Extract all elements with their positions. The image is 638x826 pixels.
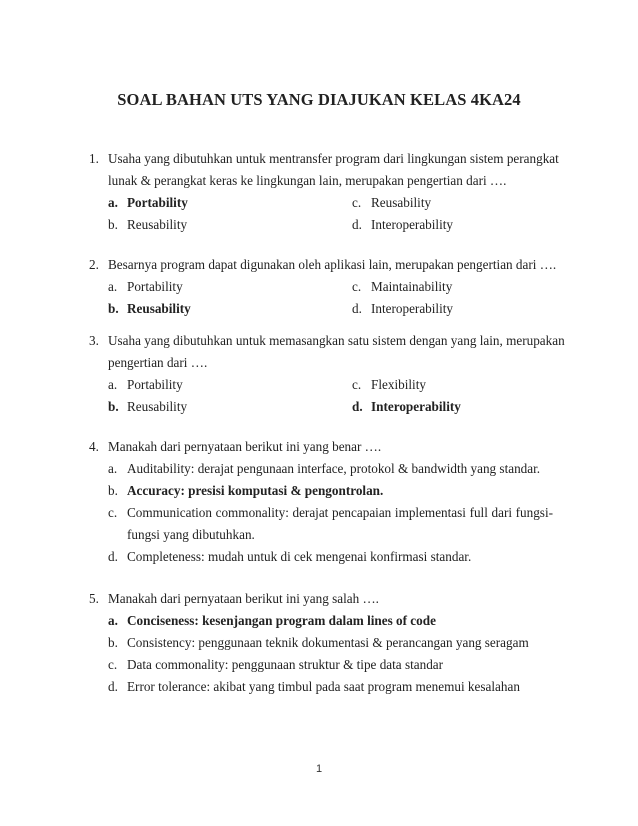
document-title: SOAL BAHAN UTS YANG DIAJUKAN KELAS 4KA24 bbox=[117, 90, 521, 109]
question-stem: Manakah dari pernyataan berikut ini yang benar …. bbox=[108, 439, 382, 454]
question-stem: pengertian dari …. bbox=[108, 355, 208, 370]
question-number: 4. bbox=[89, 439, 99, 454]
question-stem: Besarnya program dapat digunakan oleh aplikasi lain, merupakan pengertian dari …. bbox=[108, 257, 557, 272]
option-c: c. Flexibility bbox=[352, 377, 426, 392]
option-d: d. Interoperability bbox=[352, 301, 454, 316]
question-number: 5. bbox=[89, 591, 99, 606]
option-d: d. Interoperability bbox=[352, 399, 461, 414]
option-c: c. Maintainability bbox=[352, 279, 453, 294]
question-number: 1. bbox=[89, 151, 99, 166]
option-c: c. Reusability bbox=[352, 195, 432, 210]
question-number: 3. bbox=[89, 333, 99, 348]
question-stem: Manakah dari pernyataan berikut ini yang salah …. bbox=[108, 591, 379, 606]
option-d: d. Interoperability bbox=[352, 217, 454, 232]
question-stem: Usaha yang dibutuhkan untuk memasangkan satu sistem dengan yang lain, merupakan bbox=[108, 333, 565, 348]
question-stem: Usaha yang dibutuhkan untuk mentransfer program dari lingkungan sistem perangkat bbox=[108, 151, 559, 166]
option-b: b. Reusability bbox=[108, 301, 191, 316]
question-3 bbox=[89, 330, 565, 418]
option-a: a. Portability bbox=[108, 195, 188, 210]
question-stem: lunak & perangkat keras ke lingkungan lain, merupakan pengertian dari …. bbox=[108, 173, 507, 188]
question-4: 4. Manakah dari pernyataan berikut ini yang benar …. a. Auditability: derajat pengunaan interface, protokol & bandwidth yang standar. b. Accuracy: presisi komputasi & pengontrolan. c. Communication commonality: derajat pencapaian implementasi full dari fungsi- fungsi yang dibutuhkan. d. Completeness: mudah untuk di cek mengenai konfirmasi standar. bbox=[89, 436, 553, 568]
question-number: 2. bbox=[89, 257, 99, 272]
option-b: b. Reusability bbox=[108, 217, 188, 232]
option-a: a. Portability bbox=[108, 279, 183, 294]
question-2 bbox=[89, 254, 557, 320]
question-5: 5. Manakah dari pernyataan berikut ini yang salah …. a. Conciseness: kesenjangan program dalam lines of code b. Consistency: penggunaan teknik dokumentasi & perancangan yang seragam c. Data commonality: penggunaan struktur & tipe data standar d. Error tolerance: akibat yang timbul pada saat program menemui kesalahan bbox=[89, 588, 553, 698]
page-number: 1 bbox=[315, 763, 323, 775]
option-b: b. Reusability bbox=[108, 399, 188, 414]
option-a: a. Portability bbox=[108, 377, 183, 392]
question-1 bbox=[89, 148, 559, 236]
